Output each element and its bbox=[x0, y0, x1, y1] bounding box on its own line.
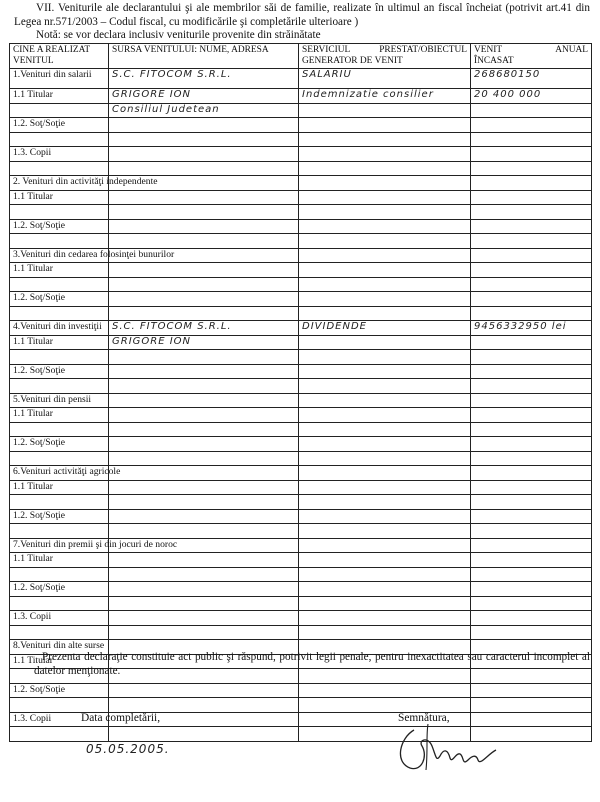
table-row bbox=[10, 335, 592, 350]
row-source bbox=[109, 350, 299, 365]
header-who: CINE A REALIZAT VENITUL bbox=[10, 44, 109, 69]
row-service bbox=[299, 408, 471, 423]
row-service bbox=[299, 611, 471, 626]
row-source bbox=[109, 451, 299, 466]
row-service bbox=[299, 118, 471, 133]
row-amount bbox=[471, 538, 592, 553]
date-label: Data completării, bbox=[81, 712, 161, 724]
row-label bbox=[10, 205, 109, 220]
row-amount bbox=[471, 553, 592, 568]
row-amount bbox=[471, 248, 592, 263]
income-table bbox=[9, 43, 592, 742]
table-row bbox=[10, 379, 592, 394]
row-amount bbox=[471, 219, 592, 234]
row-source bbox=[109, 567, 299, 582]
row-amount: 20 400 000 bbox=[471, 89, 592, 104]
row-source bbox=[109, 509, 299, 524]
row-source bbox=[109, 466, 299, 481]
row-amount bbox=[471, 350, 592, 365]
row-label: 1.1 Titular bbox=[10, 553, 109, 568]
table-row bbox=[10, 321, 592, 336]
row-amount bbox=[471, 118, 592, 133]
row-service bbox=[299, 567, 471, 582]
row-label bbox=[10, 132, 109, 147]
row-amount bbox=[471, 103, 592, 118]
table-row bbox=[10, 596, 592, 611]
row-label bbox=[10, 524, 109, 539]
row-source bbox=[109, 683, 299, 698]
row-amount bbox=[471, 567, 592, 582]
row-amount bbox=[471, 408, 592, 423]
row-source bbox=[109, 727, 299, 742]
row-amount bbox=[471, 306, 592, 321]
table-row bbox=[10, 683, 592, 698]
row-service bbox=[299, 335, 471, 350]
table-header-row bbox=[10, 44, 592, 69]
table-row bbox=[10, 176, 592, 191]
row-label: 1.1 Titular bbox=[10, 89, 109, 104]
table-row bbox=[10, 118, 592, 133]
row-label: 1.2. Soţ/Soţie bbox=[10, 582, 109, 597]
row-amount bbox=[471, 611, 592, 626]
table-row bbox=[10, 306, 592, 321]
row-service bbox=[299, 495, 471, 510]
table-row bbox=[10, 393, 592, 408]
note-text: Notă: se vor declara inclusiv veniturile provenite din străinătate bbox=[36, 29, 321, 41]
header-service: SERVICIUL PRESTAT/OBIECTUL GENERATOR DE VENIT bbox=[299, 44, 471, 69]
row-service bbox=[299, 524, 471, 539]
row-source bbox=[109, 205, 299, 220]
row-label: 1.Venituri din salarii bbox=[10, 69, 109, 89]
table-row bbox=[10, 567, 592, 582]
row-label: 1.1 Titular bbox=[10, 263, 109, 278]
table-row bbox=[10, 625, 592, 640]
signature-icon bbox=[392, 716, 512, 776]
row-label: 1.3. Copii bbox=[10, 611, 109, 626]
row-source bbox=[109, 132, 299, 147]
row-source bbox=[109, 393, 299, 408]
row-source bbox=[109, 161, 299, 176]
row-service bbox=[299, 480, 471, 495]
table-row bbox=[10, 205, 592, 220]
row-service bbox=[299, 422, 471, 437]
row-amount bbox=[471, 422, 592, 437]
row-label: 7.Venituri din premii şi din jocuri de noroc bbox=[10, 538, 109, 553]
row-service bbox=[299, 625, 471, 640]
row-label bbox=[10, 727, 109, 742]
row-service bbox=[299, 263, 471, 278]
row-label bbox=[10, 161, 109, 176]
signature-label: Semnătura, bbox=[398, 712, 450, 724]
row-amount bbox=[471, 524, 592, 539]
row-source bbox=[109, 437, 299, 452]
row-service bbox=[299, 205, 471, 220]
row-label: 1.2. Soţ/Soţie bbox=[10, 292, 109, 307]
row-amount bbox=[471, 509, 592, 524]
table-row bbox=[10, 422, 592, 437]
row-amount bbox=[471, 393, 592, 408]
row-service bbox=[299, 364, 471, 379]
row-label: 1.1 Titular bbox=[10, 190, 109, 205]
row-source bbox=[109, 698, 299, 713]
row-amount bbox=[471, 161, 592, 176]
row-label: 1.1 Titular bbox=[10, 480, 109, 495]
row-source bbox=[109, 234, 299, 249]
row-amount: 9456332950 lei bbox=[471, 321, 592, 336]
row-source bbox=[109, 190, 299, 205]
table-row bbox=[10, 538, 592, 553]
row-label: 1.2. Soţ/Soţie bbox=[10, 683, 109, 698]
row-service bbox=[299, 161, 471, 176]
table-row bbox=[10, 350, 592, 365]
row-label bbox=[10, 103, 109, 118]
row-label bbox=[10, 379, 109, 394]
row-source bbox=[109, 219, 299, 234]
row-label: 1.2. Soţ/Soţie bbox=[10, 437, 109, 452]
row-amount bbox=[471, 364, 592, 379]
row-amount bbox=[471, 335, 592, 350]
row-source: GRIGORE ION bbox=[109, 335, 299, 350]
table-row bbox=[10, 277, 592, 292]
row-service bbox=[299, 437, 471, 452]
row-source bbox=[109, 379, 299, 394]
row-label bbox=[10, 451, 109, 466]
row-amount bbox=[471, 596, 592, 611]
row-label bbox=[10, 306, 109, 321]
row-source bbox=[109, 118, 299, 133]
row-label: 1.2. Soţ/Soţie bbox=[10, 509, 109, 524]
row-amount bbox=[471, 698, 592, 713]
row-service bbox=[299, 582, 471, 597]
row-source: S.C. FITOCOM S.R.L. bbox=[109, 321, 299, 336]
table-row bbox=[10, 263, 592, 278]
row-label bbox=[10, 495, 109, 510]
row-service: SALARIU bbox=[299, 69, 471, 89]
row-label: 8.Venituri din alte surse bbox=[10, 640, 109, 655]
row-source bbox=[109, 408, 299, 423]
row-amount bbox=[471, 234, 592, 249]
row-source bbox=[109, 480, 299, 495]
intro-block bbox=[14, 2, 590, 43]
row-label: 1.2. Soţ/Soţie bbox=[10, 219, 109, 234]
row-source bbox=[109, 147, 299, 162]
row-label bbox=[10, 422, 109, 437]
row-source bbox=[109, 306, 299, 321]
table-row bbox=[10, 234, 592, 249]
row-label: 3.Venituri din cedarea folosinţei bunurilor bbox=[10, 248, 109, 263]
row-source bbox=[109, 263, 299, 278]
row-amount bbox=[471, 132, 592, 147]
row-source bbox=[109, 596, 299, 611]
date-value: 05.05.2005. bbox=[86, 742, 170, 756]
row-service bbox=[299, 306, 471, 321]
row-label: 6.Venituri activităţi agricole bbox=[10, 466, 109, 481]
header-income: VENIT ANUAL ÎNCASAT bbox=[471, 44, 592, 69]
row-service bbox=[299, 132, 471, 147]
row-service bbox=[299, 147, 471, 162]
row-label: 1.3. Copii bbox=[10, 147, 109, 162]
table-row bbox=[10, 147, 592, 162]
row-amount bbox=[471, 625, 592, 640]
row-service bbox=[299, 103, 471, 118]
row-service bbox=[299, 553, 471, 568]
row-service bbox=[299, 451, 471, 466]
table-row bbox=[10, 292, 592, 307]
table-row bbox=[10, 89, 592, 104]
header-source: SURSA VENITULUI: NUME, ADRESA bbox=[109, 44, 299, 69]
row-source: S.C. FITOCOM S.R.L. bbox=[109, 69, 299, 89]
row-source bbox=[109, 524, 299, 539]
row-source bbox=[109, 277, 299, 292]
row-amount: 268680150 bbox=[471, 69, 592, 89]
row-amount bbox=[471, 292, 592, 307]
legal-statement: Prezenta declaraţie constituie act public şi răspund, potrivit legii penale, pentru inexactitatea sau caracterul incomplet al datelor menţionate. bbox=[34, 651, 590, 677]
row-service bbox=[299, 176, 471, 191]
row-amount bbox=[471, 277, 592, 292]
table-row bbox=[10, 408, 592, 423]
row-label: 1.2. Soţ/Soţie bbox=[10, 118, 109, 133]
row-label: 1.1 Titular bbox=[10, 408, 109, 423]
table-row bbox=[10, 509, 592, 524]
row-service bbox=[299, 379, 471, 394]
table-row bbox=[10, 698, 592, 713]
row-service bbox=[299, 190, 471, 205]
row-amount bbox=[471, 147, 592, 162]
row-amount bbox=[471, 683, 592, 698]
row-label: 1.2. Soţ/Soţie bbox=[10, 364, 109, 379]
row-service bbox=[299, 219, 471, 234]
row-label bbox=[10, 698, 109, 713]
row-amount bbox=[471, 190, 592, 205]
row-label: 5.Venituri din pensii bbox=[10, 393, 109, 408]
row-amount bbox=[471, 480, 592, 495]
row-amount bbox=[471, 437, 592, 452]
row-label bbox=[10, 596, 109, 611]
row-amount bbox=[471, 495, 592, 510]
row-amount bbox=[471, 582, 592, 597]
row-source bbox=[109, 422, 299, 437]
row-amount bbox=[471, 176, 592, 191]
row-service: DIVIDENDE bbox=[299, 321, 471, 336]
row-service bbox=[299, 466, 471, 481]
row-source: Consiliul Judetean bbox=[109, 103, 299, 118]
row-label: 1.1 Titular bbox=[10, 654, 109, 669]
row-service: Indemnizatie consilier bbox=[299, 89, 471, 104]
row-service bbox=[299, 683, 471, 698]
row-label bbox=[10, 567, 109, 582]
row-service bbox=[299, 234, 471, 249]
row-label bbox=[10, 625, 109, 640]
row-amount bbox=[471, 379, 592, 394]
row-source: GRIGORE ION bbox=[109, 89, 299, 104]
row-service bbox=[299, 350, 471, 365]
table-row bbox=[10, 132, 592, 147]
table-row bbox=[10, 437, 592, 452]
table-row bbox=[10, 611, 592, 626]
table-row bbox=[10, 103, 592, 118]
table-row bbox=[10, 161, 592, 176]
row-service bbox=[299, 538, 471, 553]
row-label bbox=[10, 234, 109, 249]
row-amount bbox=[471, 466, 592, 481]
row-service bbox=[299, 277, 471, 292]
table-row bbox=[10, 495, 592, 510]
row-service bbox=[299, 698, 471, 713]
row-service bbox=[299, 292, 471, 307]
row-source bbox=[109, 292, 299, 307]
table-row bbox=[10, 553, 592, 568]
row-service bbox=[299, 393, 471, 408]
table-row bbox=[10, 582, 592, 597]
row-source bbox=[109, 582, 299, 597]
table-row bbox=[10, 480, 592, 495]
row-label: 1.3. Copii bbox=[10, 712, 109, 727]
table-row bbox=[10, 69, 592, 89]
row-service bbox=[299, 248, 471, 263]
table-row bbox=[10, 248, 592, 263]
table-row bbox=[10, 524, 592, 539]
table-row bbox=[10, 466, 592, 481]
row-amount bbox=[471, 205, 592, 220]
row-label: 2. Venituri din activităţi independente bbox=[10, 176, 109, 191]
row-label: 1.1 Titular bbox=[10, 335, 109, 350]
row-amount bbox=[471, 263, 592, 278]
row-label bbox=[10, 350, 109, 365]
row-label bbox=[10, 277, 109, 292]
row-source bbox=[109, 364, 299, 379]
row-source bbox=[109, 553, 299, 568]
row-service bbox=[299, 509, 471, 524]
section-heading: VII. Veniturile ale declarantului şi ale membrilor săi de familie, realizate în ultimul an fiscal încheiat (potrivit art.41 din Legea nr.571/2003 – Codul fiscal, cu modificările şi completările ulterioare ) bbox=[14, 2, 590, 28]
table-row bbox=[10, 364, 592, 379]
row-source bbox=[109, 495, 299, 510]
row-source bbox=[109, 625, 299, 640]
table-row bbox=[10, 190, 592, 205]
row-amount bbox=[471, 451, 592, 466]
table-row bbox=[10, 219, 592, 234]
row-label: 4.Venituri din investiţii bbox=[10, 321, 109, 336]
table-row bbox=[10, 451, 592, 466]
row-source bbox=[109, 611, 299, 626]
row-service bbox=[299, 596, 471, 611]
